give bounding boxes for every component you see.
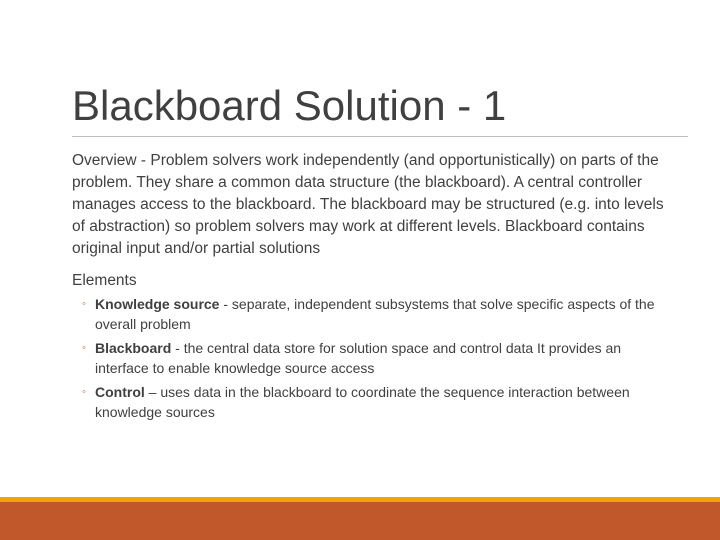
title-divider — [72, 136, 688, 137]
elements-heading: Elements — [72, 272, 137, 289]
bullet-marker-icon: ◦ — [82, 298, 86, 310]
bullet-term: Control — [95, 384, 145, 400]
bullet-text: - the central data store for solution space and control data It provides an interface to enable knowledge source access — [95, 340, 622, 376]
footer-accent-band — [0, 502, 720, 540]
overview-label: Overview - — [72, 152, 147, 169]
overview-paragraph — [72, 150, 672, 260]
elements-list — [72, 294, 672, 422]
bullet-marker-icon: ◦ — [82, 386, 86, 398]
bullet-term: Knowledge source — [95, 296, 220, 312]
slide-title: Blackboard Solution - 1 — [72, 82, 507, 129]
list-item — [82, 382, 672, 422]
slide-body — [72, 150, 672, 426]
bullet-marker-icon: ◦ — [82, 342, 86, 354]
bullet-text: – uses data in the blackboard to coordinate the sequence interaction between knowledge sources — [95, 384, 630, 420]
bullet-text: - separate, independent subsystems that solve specific aspects of the overall problem — [95, 296, 655, 332]
list-item — [82, 338, 672, 378]
list-item — [82, 294, 672, 334]
overview-text: Problem solvers work independently (and opportunistically) on parts of the problem. They share a common data structure (the blackboard). A central controller manages access to the blackboard. The blackboard may be structured (e.g. into levels of abstraction) so problem solvers may work at different levels. Blackboard contains original input and/or partial solutions — [72, 152, 664, 257]
bullet-term: Blackboard — [95, 340, 172, 356]
